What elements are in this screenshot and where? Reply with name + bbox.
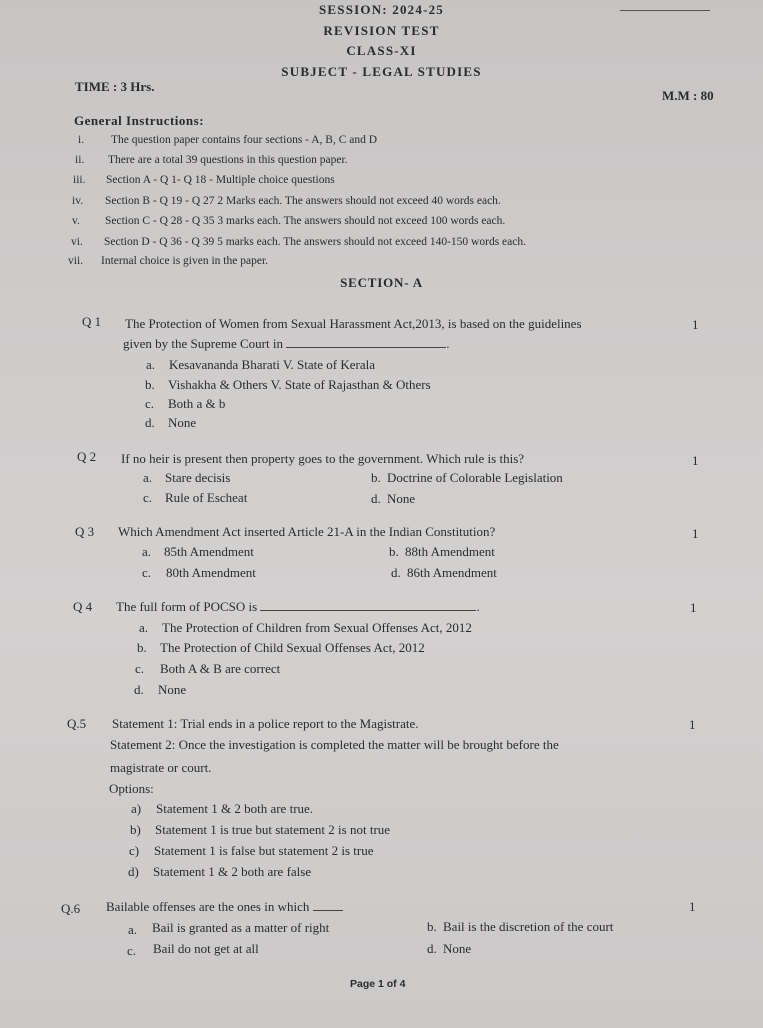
instruction-text: The question paper contains four sections - A, B, C and D — [111, 134, 378, 146]
option-text: Bail is the discretion of the court — [443, 919, 614, 934]
option-label: d) — [128, 864, 139, 879]
question-text-container: The full form of POCSO is . — [116, 599, 480, 614]
option-text: None — [158, 682, 187, 697]
section-title: SECTION- A — [340, 275, 423, 290]
option-label: c) — [129, 843, 140, 858]
option-label: b) — [130, 822, 141, 837]
question-text-continued: given by the Supreme Court in . — [123, 336, 450, 351]
question-number: Q.5 — [67, 716, 87, 731]
question-marks: 1 — [692, 317, 699, 332]
option-text: None — [443, 941, 472, 956]
option-label: c. — [142, 565, 152, 580]
option-text: The Protection of Child Sexual Offenses Act, 2012 — [160, 640, 425, 655]
max-marks-label: M.M : 80 — [662, 88, 714, 103]
option-label: c. — [127, 943, 137, 958]
instructions-title: General Instructions: — [74, 113, 205, 128]
question-text: If no heir is present then property goes to the government. Which rule is this? — [121, 451, 525, 466]
option-label: a. — [142, 544, 152, 559]
option-label: b. — [137, 640, 147, 655]
question-marks: 1 — [690, 600, 697, 615]
option-label: c. — [135, 661, 145, 676]
option-label: b. — [389, 544, 399, 559]
option-text: 85th Amendment — [164, 544, 254, 559]
option-text: None — [387, 491, 416, 506]
option-text: Kesavananda Bharati V. State of Kerala — [169, 357, 376, 372]
question-number: Q.6 — [61, 901, 81, 916]
option-text: The Protection of Children from Sexual Offenses Act, 2012 — [162, 620, 472, 635]
option-text: None — [168, 415, 197, 430]
option-label: c. — [143, 490, 153, 505]
instruction-text: Section A - Q 1- Q 18 - Multiple choice questions — [106, 174, 335, 186]
option-label: a. — [146, 357, 156, 372]
option-text: Bail do not get at all — [153, 941, 259, 956]
question-marks: 1 — [692, 453, 699, 468]
option-text: Stare decisis — [165, 470, 231, 485]
question-number: Q 2 — [77, 449, 97, 464]
option-text: Statement 1 is true but statement 2 is not true — [155, 822, 391, 837]
question-text-line: given by the Supreme Court in — [123, 336, 283, 351]
option-text: 88th Amendment — [405, 544, 495, 559]
instruction-number: i. — [78, 134, 85, 146]
option-text: Vishakha & Others V. State of Rajasthan & Others — [168, 377, 431, 392]
option-label: b. — [371, 470, 381, 485]
statement-two: Statement 2: Once the investigation is completed the matter will be brought before the — [110, 737, 559, 752]
answer-blank — [286, 336, 446, 348]
option-text: 86th Amendment — [407, 565, 497, 580]
instruction-text: There are a total 39 questions in this question paper. — [108, 154, 348, 166]
option-label: d. — [371, 491, 381, 506]
option-label: c. — [145, 396, 155, 411]
question-number: Q 4 — [73, 599, 93, 614]
instruction-text: Section B - Q 19 - Q 27 2 Marks each. The answers should not exceed 40 words each. — [105, 195, 501, 207]
option-label: d. — [427, 941, 437, 956]
subject-heading: SUBJECT - LEGAL STUDIES — [281, 64, 482, 79]
answer-blank — [260, 599, 476, 611]
question-marks: 1 — [689, 717, 696, 732]
question-number: Q 3 — [75, 524, 95, 539]
instruction-text: Internal choice is given in the paper. — [101, 255, 269, 267]
option-text: Rule of Escheat — [165, 490, 248, 505]
page-number: Page 1 of 4 — [350, 978, 406, 990]
answer-blank — [313, 899, 343, 911]
question-text: Which Amendment Act inserted Article 21-A in the Indian Constitution? — [118, 524, 496, 539]
test-heading: REVISION TEST — [323, 23, 440, 38]
option-text: Both A & B are correct — [160, 661, 281, 676]
option-label: d. — [134, 682, 144, 697]
instruction-number: vi. — [71, 236, 83, 248]
instruction-number: vii. — [68, 255, 84, 267]
option-text: Statement 1 & 2 both are false — [153, 864, 312, 879]
class-heading: CLASS-XI — [346, 43, 417, 58]
statement-one: Statement 1: Trial ends in a police report to the Magistrate. — [112, 716, 419, 731]
option-label: d. — [145, 415, 155, 430]
question-number: Q 1 — [82, 314, 102, 329]
option-text: Statement 1 is false but statement 2 is true — [154, 843, 374, 858]
question-text-container — [106, 899, 343, 915]
question-text: Bailable offenses are the ones in which — [106, 899, 310, 914]
time-label: TIME : 3 Hrs. — [75, 79, 155, 94]
option-label: a. — [143, 470, 153, 485]
instruction-number: v. — [72, 215, 80, 227]
option-text: Both a & b — [168, 396, 226, 411]
option-label: b. — [427, 919, 437, 934]
instruction-number: iii. — [73, 174, 86, 186]
option-label: a. — [128, 922, 138, 937]
option-label: b. — [145, 377, 155, 392]
option-text: 80th Amendment — [166, 565, 256, 580]
options-label: Options: — [109, 781, 154, 796]
option-label: d. — [391, 565, 401, 580]
question-text: The full form of POCSO is — [116, 599, 258, 614]
session-heading: SESSION: 2024-25 — [318, 2, 445, 17]
statement-two-continued: magistrate or court. — [110, 760, 212, 775]
instruction-number: ii. — [75, 154, 85, 166]
instruction-number: iv. — [72, 195, 84, 207]
question-marks: 1 — [692, 526, 699, 541]
instruction-text: Section D - Q 36 - Q 39 5 marks each. The answers should not exceed 140-150 words each. — [104, 236, 526, 248]
instruction-text: Section C - Q 28 - Q 35 3 marks each. The answers should not exceed 100 words each. — [105, 215, 506, 227]
option-text: Bail is granted as a matter of right — [152, 920, 330, 935]
option-text: Statement 1 & 2 both are true. — [156, 801, 314, 816]
question-marks: 1 — [689, 899, 696, 914]
option-text: Doctrine of Colorable Legislation — [387, 470, 563, 485]
option-label: a) — [131, 801, 142, 816]
option-label: a. — [139, 620, 149, 635]
question-text: The Protection of Women from Sexual Harassment Act,2013, is based on the guidelines — [125, 316, 582, 331]
